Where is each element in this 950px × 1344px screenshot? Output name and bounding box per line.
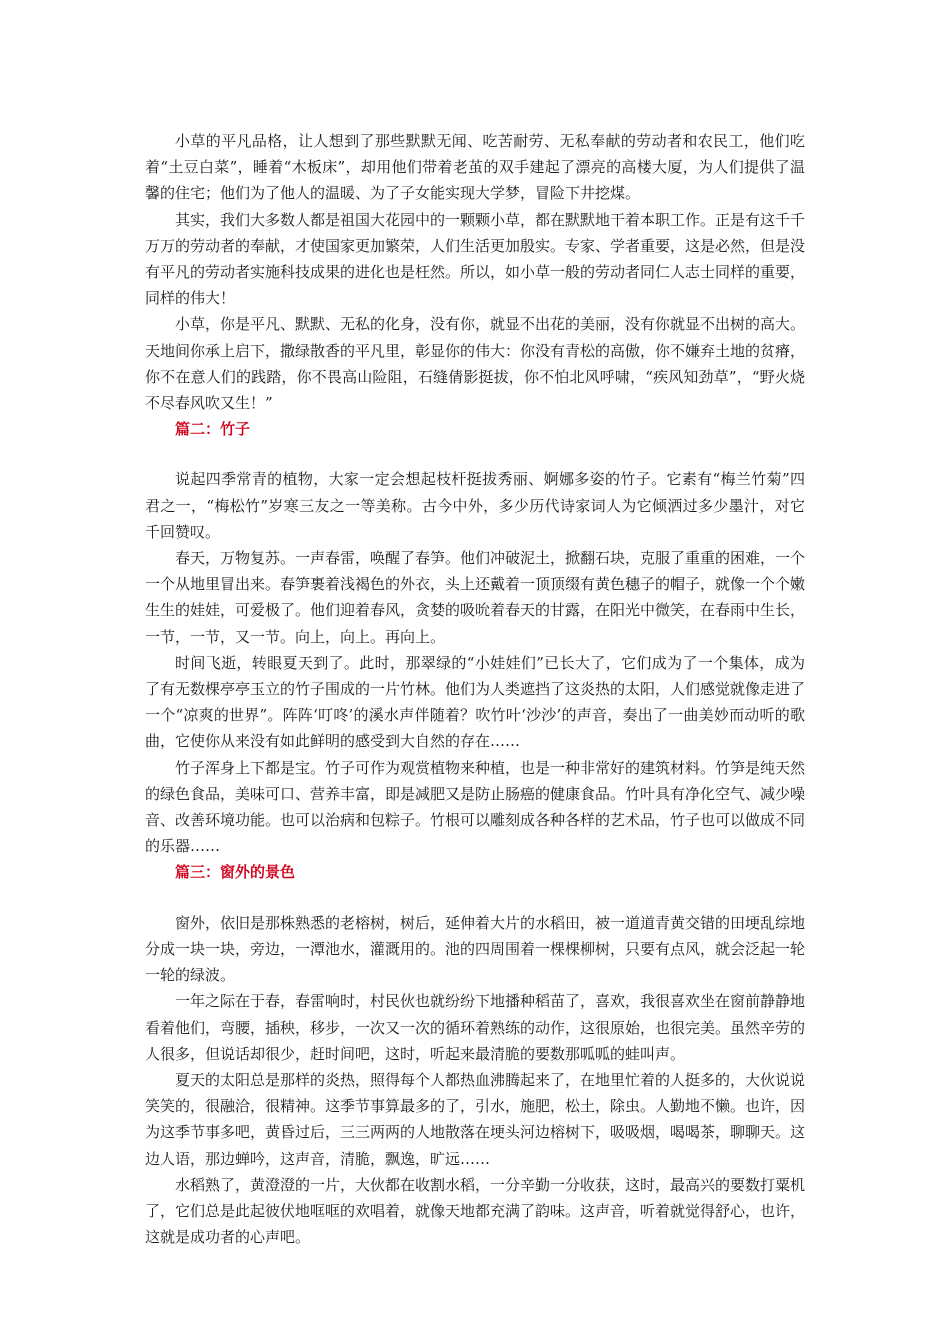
paragraph: 小草的平凡品格，让人想到了那些默默无闻、吃苦耐劳、无私奉献的劳动者和农民工，他们吃着“土豆白菜”，睡着“木板床”，却用他们带着老茧的双手建起了漂亮的高楼大厦，为人们提供了温馨的住宅；他们为了他人的温暖、为了子女能实现大学梦，冒险下井挖煤。 xyxy=(145,132,805,203)
section-heading: 篇三：窗外的景色 xyxy=(175,863,296,882)
section-three xyxy=(145,859,805,1250)
paragraph: 时间飞逝，转眼夏天到了。此时，那翠绿的“小娃娃们”已长大了，它们成为了一个集体，成为了有无数棵亭亭玉立的竹子围成的一片竹林。他们为人类遮挡了这炎热的太阳，人们感觉就像走进了一个“凉爽的世界”。阵阵‘叮咚’的溪水声伴随着？吹竹叶‘沙沙’的声音，奏出了一曲美妙而动听的歌曲，它使你从来没有如此鲜明的感受到大自然的存在…… xyxy=(145,653,806,751)
section-one xyxy=(145,128,805,416)
paragraph: 说起四季常青的植物，大家一定会想起枝杆挺拔秀丽、婀娜多姿的竹子。它素有“梅兰竹菊”四君之一，“梅松竹”岁寒三友之一等美称。古今中外，多少历代诗家词人为它倾洒过多少墨汁，对它千回赞叹。 xyxy=(145,470,805,541)
paragraph: 夏天的太阳总是那样的炎热，照得每个人都热血沸腾起来了，在地里忙着的人挺多的，大伙说说笑笑的，很融洽，很精神。这季节事算最多的了，引水，施肥，松土，除虫。人勤地不懒。也许，因为这季节事多吧，黄昏过后，三三两两的人地散落在埂头河边榕树下，吸吸烟，喝喝茶，聊聊天。这边人语，那边蝉吟，这声音，清脆，飘逸，旷远…… xyxy=(145,1070,806,1168)
paragraph: 一年之际在于春，春雷响时，村民伙也就纷纷下地播种稻苗了，喜欢，我很喜欢坐在窗前静静地看着他们，弯腰，插秧，移步，一次又一次的循环着熟练的动作，这很原始，也很完美。虽然辛劳的人很多，但说话却很少，赶时间吧，这时，听起来最清脆的要数那呱呱的蛙叫声。 xyxy=(145,992,806,1063)
section-heading: 篇二：竹子 xyxy=(175,420,251,439)
paragraph: 小草，你是平凡、默默、无私的化身，没有你，就显不出花的美丽，没有你就显不出树的高大。天地间你承上启下，撒绿散香的平凡里，彰显你的伟大：你没有青松的高傲，你不嫌弃土地的贫瘠，你不在意人们的践踏，你不畏高山险阻，石缝倩影挺拔，你不怕北风呼啸，“疾风知劲草”，“野火烧不尽春风吹又生！” xyxy=(145,315,806,413)
document-body xyxy=(145,128,805,1250)
section-two xyxy=(145,416,805,859)
paragraph: 水稻熟了，黄澄澄的一片，大伙都在收割水稻，一分辛勤一分收获，这时，最高兴的要数打粟机了，它们总是此起彼伏地哐哐的欢唱着，就像天地都充满了韵味。这声音，听着就觉得舒心，也许，这就是成功者的心声吧。 xyxy=(145,1175,806,1247)
paragraph: 其实，我们大多数人都是祖国大花园中的一颗颗小草，都在默默地干着本职工作。正是有这千千万万的劳动者的奉献，才使国家更加繁荣，人们生活更加殷实。专家、学者重要，这是必然，但是没有平凡的劳动者实施科技成果的进化也是枉然。所以，如小草一般的劳动者同仁人志士同样的重要，同样的伟大！ xyxy=(145,210,806,308)
paragraph: 窗外，依旧是那株熟悉的老榕树，树后，延伸着大片的水稻田，被一道道青黄交错的田埂乱综地分成一块一块，旁边，一潭池水，灌溉用的。池的四周围着一棵棵柳树，只要有点风，就会泛起一轮一轮的绿波。 xyxy=(145,913,806,985)
paragraph: 竹子浑身上下都是宝。竹子可作为观赏植物来种植，也是一种非常好的建筑材料。竹笋是纯天然的绿色食品，美味可口、营养丰富，即是减肥又是防止肠癌的健康食品。竹叶具有净化空气、减少噪音、改善环境功能。也可以治病和包粽子。竹根可以雕刻成各种各样的艺术品，竹子也可以做成不同的乐器…… xyxy=(145,758,806,856)
paragraph: 春天，万物复苏。一声春雷，唤醒了春笋。他们冲破泥土，掀翻石块，克服了重重的困难，一个一个从地里冒出来。春笋裹着浅褐色的外衣，头上还戴着一顶顶缀有黄色穗子的帽子，就像一个个嫩生生的娃娃，可爱极了。他们迎着春风，贪婪的吸吮着春天的甘露，在阳光中微笑，在春雨中生长，一节，一节，又一节。向上，向上。再向上。 xyxy=(145,549,806,646)
